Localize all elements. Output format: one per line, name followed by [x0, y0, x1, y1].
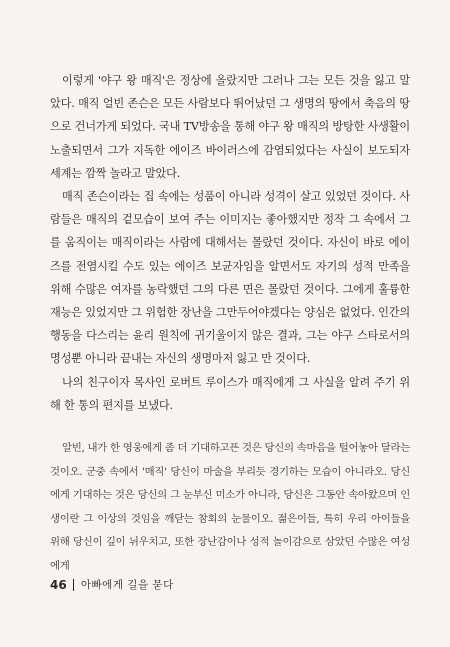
paragraph: 이렇게 '야구 왕 매직'은 정상에 올랐지만 그러나 그는 모든 것을 잃고 말았다. 매직 얼빈 존슨은 모든 사람보다 뛰어났던 그 생명의 땅에서 축음의 땅으로 건너가게 되었다. 국내 TV방송을 통해 야구 왕 매직의 방탕한 사생활이 노출되면서 그가 지독한 에이즈 바이러스에 감염되었다는 사실이 보도되자 세계는 깜짝 놀라고 말았다. — [50, 74, 410, 180]
running-title: 아빠에게 길을 묻다 — [80, 579, 174, 591]
page-number: 46 — [50, 577, 67, 592]
footer-divider — [73, 579, 74, 591]
paragraph: 나의 친구이자 목사인 로버트 루이스가 매직에게 그 사실을 알려 주기 위해 한 통의 편지를 보냈다. — [50, 375, 410, 412]
quoted-letter: 알빈, 내가 한 영웅에게 좀 더 기대하고픈 것은 당신의 속마음을 털어놓아 달라는 것이오. 군중 속에서 '매직' 당신이 마술을 부리듯 경기하는 모습이 아니라오. 당신에게 기대하는 것은 당신의 그 눈부신 미소가 아니라, 당신은 그동안 속아왔으며 인생이란 그 이상의 것임을 깨닫는 참회의 눈물이오. 젊은이들, 특히 우리 아이들을 위해 당신이 깊이 뉘우치고, 또한 장난감이나 성적 놀이감으로 삼았던 수많은 여성에게 — [50, 442, 410, 573]
body-text — [50, 69, 410, 589]
page-footer — [50, 577, 174, 592]
paragraph: 매직 존슨이라는 집 속에는 성품이 아니라 성격이 살고 있었던 것이다. 사람들은 매직의 겉모습이 보여 주는 이미지는 좋아했지만 정작 그 속에서 그를 움직이는 매직이라는 사람에 대해서는 몰랐던 것이다. 자신이 바로 에이즈를 전염시킬 수도 있는 에이즈 보균자임을 알면서도 자기의 성적 만족을 위해 수많은 여자를 농락했던 그의 다른 면은 몰랐던 것이다. 그에게 훌륭한 재능은 있었지만 그 위험한 장난을 그만두어야겠다는 양심은 없었다. 인간의 행동을 다스리는 윤리 원칙에 귀기울이지 않은 결과, 그는 야구 스타로서의 명성뿐 아니라 끝내는 자신의 생명마저 잃고 만 것이다. — [50, 190, 410, 366]
